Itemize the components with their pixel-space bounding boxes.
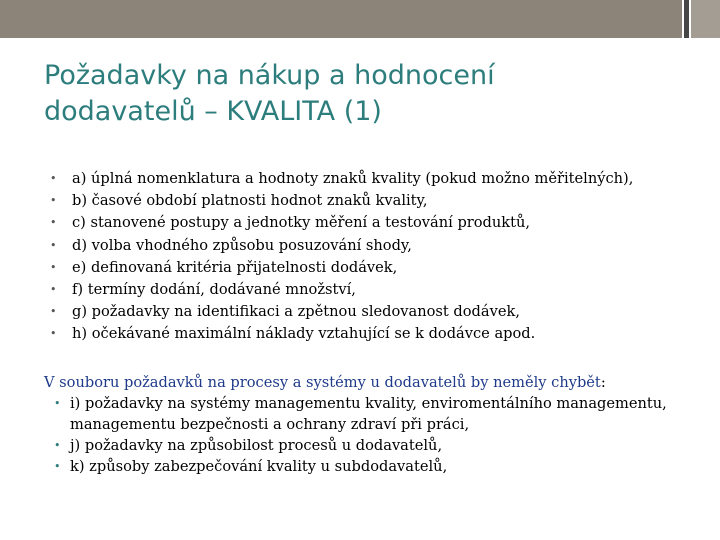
bullet-icon: • — [50, 327, 57, 341]
bullet-icon: • — [54, 460, 61, 473]
list-item: • d) volba vhodného způsobu posuzování shody, — [48, 235, 633, 257]
list-item: • i) požadavky na systémy managementu kvality, enviromentálního managementu, managementu bezpečnosti a ochrany zdraví při práci, — [54, 395, 667, 433]
requirements-list — [48, 168, 633, 346]
slide-title — [44, 58, 684, 130]
section-heading: V souboru požadavků na procesy a systémy u dodavatelů by neměly chybět: — [44, 374, 606, 391]
bullet-icon: • — [50, 172, 57, 185]
list-item: • a) úplná nomenklatura a hodnoty znaků kvality (pokud možno měřitelných), — [48, 168, 633, 190]
supplier-requirements-list — [44, 393, 704, 477]
bullet-icon: • — [50, 194, 57, 208]
list-item: • b) časové období platnosti hodnot znaků kvality, — [48, 190, 633, 212]
list-item: • j) požadavky na způsobilost procesů u dodavatelů, — [54, 437, 443, 454]
title-line-2: dodavatelů – KVALITA (1) — [44, 96, 382, 127]
supplier-requirements-section — [44, 372, 704, 477]
title-line-1: Požadavky na nákup a hodnocení — [44, 60, 495, 91]
header-decor-bar — [0, 0, 682, 38]
list-item: • h) očekávané maximální náklady vztahující se k dodávce apod. — [48, 323, 633, 345]
bullet-icon: • — [50, 238, 57, 252]
bullet-icon: • — [50, 216, 57, 230]
bullet-icon: • — [50, 260, 57, 274]
bullet-icon: • — [54, 439, 61, 452]
header-decor-accent-light — [691, 0, 720, 38]
list-item: • e) definovaná kritéria přijatelnosti dodávek, — [48, 257, 633, 279]
list-item: • k) způsoby zabezpečování kvality u subdodavatelů, — [54, 458, 448, 475]
bullet-icon: • — [50, 305, 57, 319]
list-item: • f) termíny dodání, dodávané množství, — [48, 279, 633, 301]
bullet-icon: • — [50, 283, 57, 297]
list-item: • g) požadavky na identifikaci a zpětnou sledovanost dodávek, — [48, 301, 633, 323]
header-decor-accent-dark — [684, 0, 689, 38]
list-item: • c) stanovené postupy a jednotky měření a testování produktů, — [48, 212, 633, 234]
bullet-icon: • — [54, 397, 61, 410]
